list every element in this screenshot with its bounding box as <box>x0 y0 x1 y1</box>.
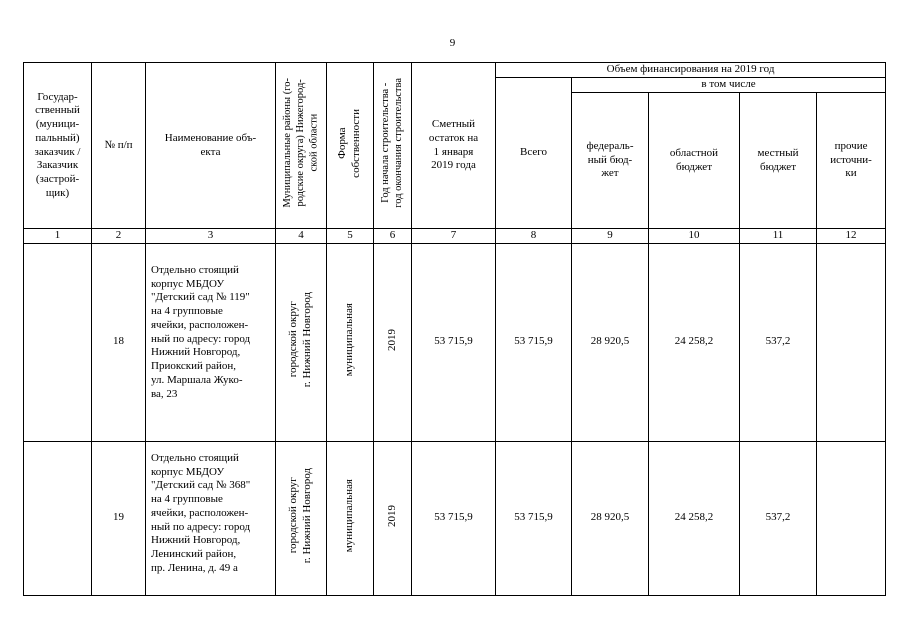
cell-total: 53 715,9 <box>496 441 572 595</box>
cell-regional: 24 258,2 <box>649 441 740 595</box>
col-num: 6 <box>374 229 412 244</box>
header-funding: Объем финансирования на 2019 год <box>496 63 886 78</box>
cell-district: городской округ г. Нижний Новгород <box>276 441 327 595</box>
header-federal: федераль- ный бюд- жет <box>572 93 649 229</box>
header-number: № п/п <box>92 63 146 229</box>
cell-year: 2019 <box>374 243 412 441</box>
cell-total: 53 715,9 <box>496 243 572 441</box>
cell-district: городской округ г. Нижний Новгород <box>276 243 327 441</box>
cell-ownership: муниципальная <box>327 243 374 441</box>
cell-other <box>817 243 886 441</box>
investment-table <box>23 62 886 596</box>
cell-number: 19 <box>92 441 146 595</box>
cell-object-name: Отдельно стоящий корпус МБДОУ "Детский сад № 119" на 4 групповые ячейки, расположен- ный по адресу: город Нижний Новгород, Приокский район, ул. Маршала Жуко- ва, 23 <box>146 243 276 441</box>
col-num: 8 <box>496 229 572 244</box>
header-district: Муниципальные районы (го- родские округа) Нижегород- ской области <box>276 63 327 229</box>
header-including: в том числе <box>572 78 886 93</box>
header-customer: Государ- ственный (муници- пальный) заказчик / Заказчик (застрой- щик) <box>24 63 92 229</box>
header-row-1 <box>24 63 886 78</box>
cell-ownership: муниципальная <box>327 441 374 595</box>
col-num: 7 <box>412 229 496 244</box>
cell-federal: 28 920,5 <box>572 243 649 441</box>
col-num: 2 <box>92 229 146 244</box>
col-num: 12 <box>817 229 886 244</box>
cell-object-name: Отдельно стоящий корпус МБДОУ "Детский сад № 368" на 4 групповые ячейки, расположен- ный по адресу: город Нижний Новгород, Ленинский район, пр. Ленина, д. 49 а <box>146 441 276 595</box>
page-number: 9 <box>449 37 456 49</box>
header-local: местный бюджет <box>740 93 817 229</box>
col-num: 1 <box>24 229 92 244</box>
column-number-row <box>24 229 886 244</box>
cell-local: 537,2 <box>740 441 817 595</box>
col-num: 4 <box>276 229 327 244</box>
cell-year: 2019 <box>374 441 412 595</box>
header-ownership: Форма собственности <box>327 63 374 229</box>
cell-other <box>817 441 886 595</box>
cell-balance: 53 715,9 <box>412 243 496 441</box>
col-num: 5 <box>327 229 374 244</box>
col-num: 11 <box>740 229 817 244</box>
cell-local: 537,2 <box>740 243 817 441</box>
cell-customer <box>24 441 92 595</box>
header-other: прочие источни- ки <box>817 93 886 229</box>
cell-number: 18 <box>92 243 146 441</box>
cell-balance: 53 715,9 <box>412 441 496 595</box>
col-num: 3 <box>146 229 276 244</box>
cell-customer <box>24 243 92 441</box>
cell-federal: 28 920,5 <box>572 441 649 595</box>
header-object-name: Наименование объ- екта <box>146 63 276 229</box>
col-num: 9 <box>572 229 649 244</box>
table-row <box>24 441 886 595</box>
col-num: 10 <box>649 229 740 244</box>
header-total: Всего <box>496 78 572 229</box>
header-estimated-balance: Сметный остаток на 1 января 2019 года <box>412 63 496 229</box>
table-row <box>24 243 886 441</box>
cell-regional: 24 258,2 <box>649 243 740 441</box>
header-years: Год начала строительства - год окончания строительства <box>374 63 412 229</box>
header-regional: областной бюджет <box>649 93 740 229</box>
